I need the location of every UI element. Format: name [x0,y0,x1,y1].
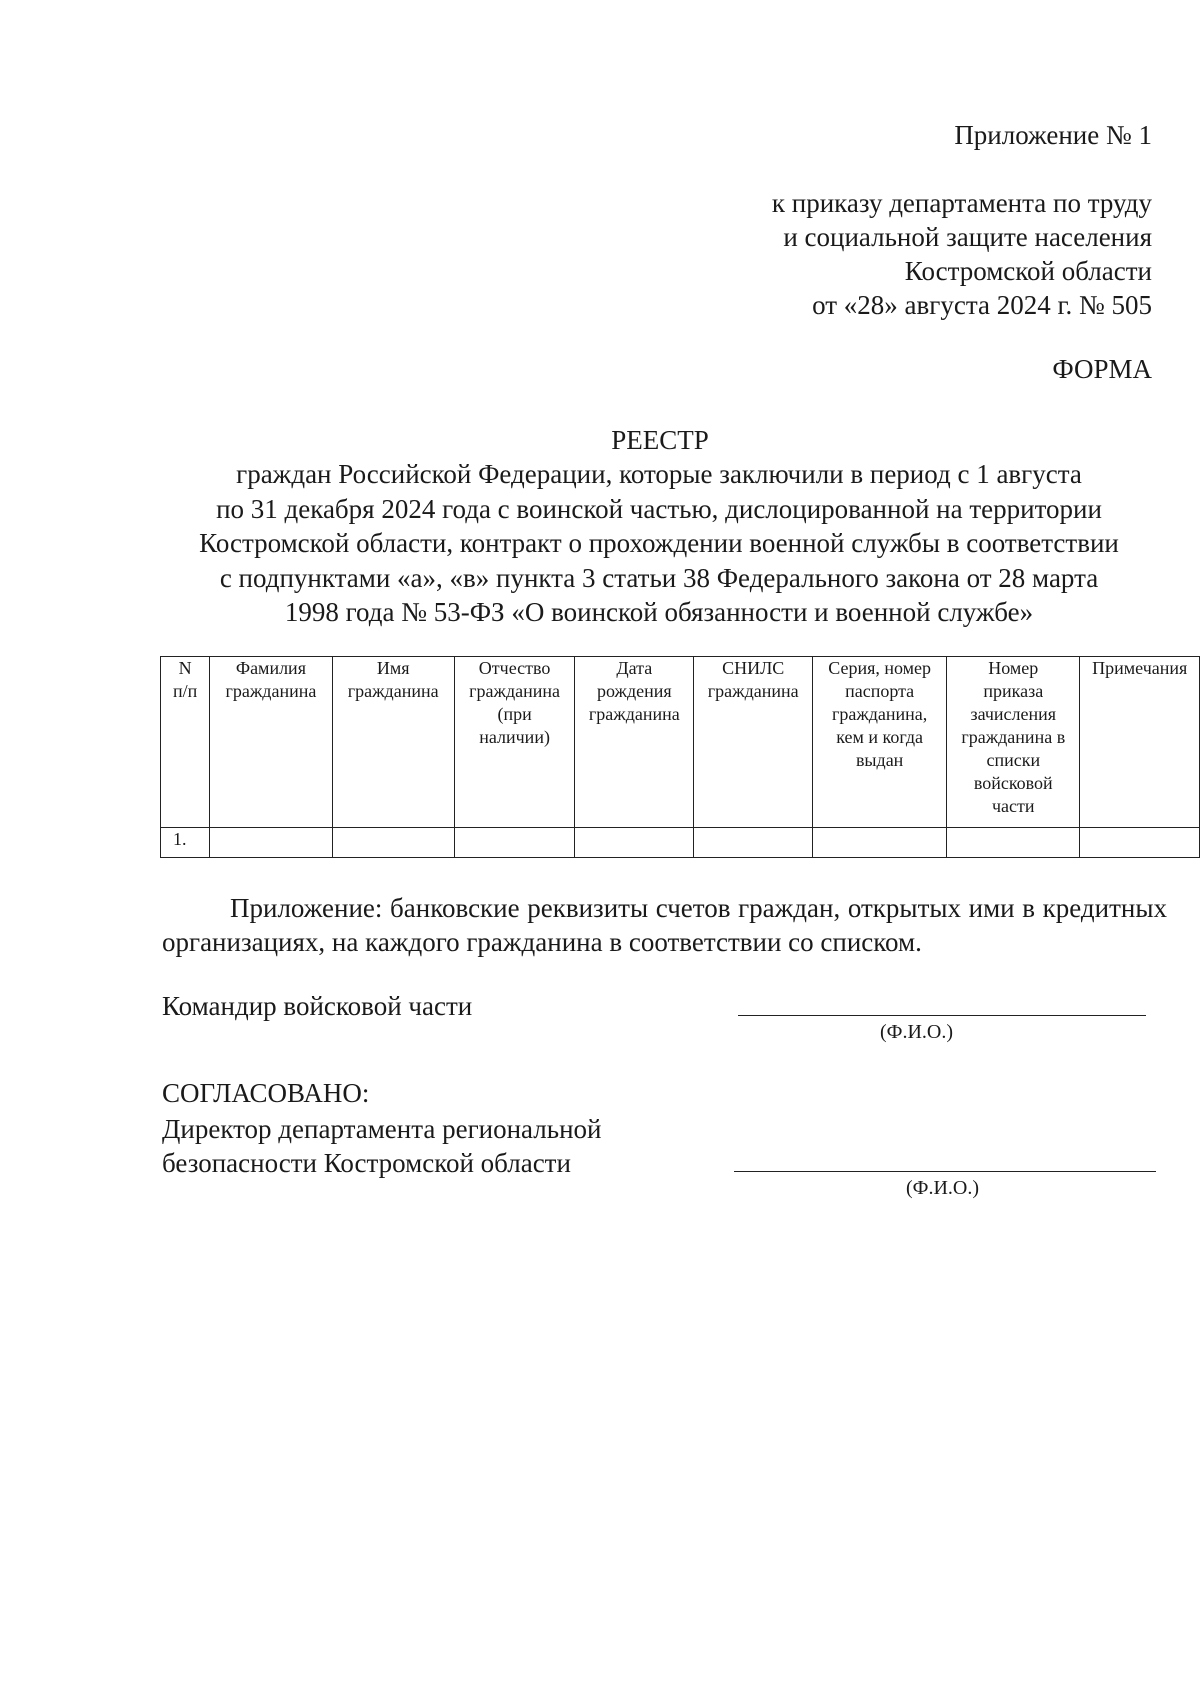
column-header-line: зачисления [970,704,1057,724]
subtitle-line: по 31 декабря 2024 года с воинской частью, дислоцированной на территории [216,493,1102,524]
order-reference-line: и социальной защите населения [783,222,1152,252]
column-header [332,657,454,828]
table-cell [454,828,575,858]
table-row [161,828,1200,858]
registry-table [160,656,1200,858]
column-header-line: гражданина, [831,704,928,724]
column-header-line: гражданина [588,704,680,724]
column-header-line: N [178,658,192,678]
director-signature-line [734,1171,1156,1172]
column-header-line: Имя [376,658,410,678]
column-header-line: рождения [596,681,672,701]
column-header [575,657,694,828]
commander-signature-line [738,1015,1146,1016]
table-cell [575,828,694,858]
subtitle-line: граждан Российской Федерации, которые заключили в период с 1 августа [236,459,1082,489]
column-header [947,657,1080,828]
column-header-line: Отчество [478,658,551,678]
subtitle-line: Костромской области, контракт о прохождении военной службы в соответствии [199,528,1119,558]
column-header-line: п/п [173,681,198,701]
appendix-number: Приложение № 1 [954,120,1152,150]
column-header-line: войсковой [973,773,1053,793]
subtitle-line: с подпунктами «а», «в» пункта 3 статьи 38 Федерального закона от 28 марта [219,562,1099,593]
table-cell [947,828,1080,858]
column-header-line: паспорта [845,681,915,701]
column-header [454,657,575,828]
table-cell [210,828,332,858]
column-header-line: гражданина [707,681,799,701]
column-header-line: СНИЛС [722,658,785,678]
column-header [1080,657,1200,828]
column-header-line: части [992,796,1035,816]
column-header-line: гражданина [225,681,317,701]
order-reference-line: Костромской области [904,256,1152,286]
column-header [161,657,210,828]
column-header-line: Серия, номер [828,658,932,678]
column-header-line: кем и когда [836,727,924,747]
document-subtitle [150,457,1168,630]
order-reference [772,186,1152,322]
column-header [210,657,332,828]
director-fio-caption: (Ф.И.О.) [906,1177,980,1199]
column-header-line: выдан [855,750,904,770]
column-header-line: списки [986,750,1041,770]
order-reference-line: к приказу департамента по труду [771,188,1152,218]
director-label [162,1112,601,1180]
form-label: ФОРМА [1052,354,1152,384]
table-header-row [161,657,1200,828]
column-header-line: Фамилия [235,658,306,678]
table-cell [1080,828,1200,858]
column-header-line: Дата [616,658,653,678]
director-label-line: Директор департамента региональной [162,1114,602,1144]
column-header-line: гражданина [347,681,439,701]
column-header-line: Номер [988,658,1039,678]
table-cell [813,828,947,858]
table-cell: 1. [161,828,210,858]
subtitle-line: 1998 года № 53-ФЗ «О воинской обязанности и военной службе» [284,597,1034,627]
document-title: РЕЕСТР [611,425,709,455]
commander-fio-caption: (Ф.И.О.) [880,1021,954,1043]
table-cell [332,828,454,858]
column-header [813,657,947,828]
column-header-line: приказа [983,681,1044,701]
table-body [161,828,1200,858]
commander-label: Командир войсковой части [162,991,473,1021]
table-cell [694,828,813,858]
column-header-line: наличии) [479,727,550,747]
column-header-line: гражданина [469,681,561,701]
director-label-line: безопасности Костромской области [162,1148,571,1178]
column-header-line: гражданина в [961,727,1066,747]
attachment-note: Приложение: банковские реквизиты счетов граждан, открытых ими в кредитных организациях, на каждого гражданина в соответствии со списком. [162,893,1167,957]
order-reference-line: от «28» августа 2024 г. № 505 [812,290,1152,320]
column-header-line: (при [497,704,532,724]
agreed-label: СОГЛАСОВАНО: [162,1078,370,1108]
column-header [694,657,813,828]
column-header-line: Примечания [1092,658,1188,678]
